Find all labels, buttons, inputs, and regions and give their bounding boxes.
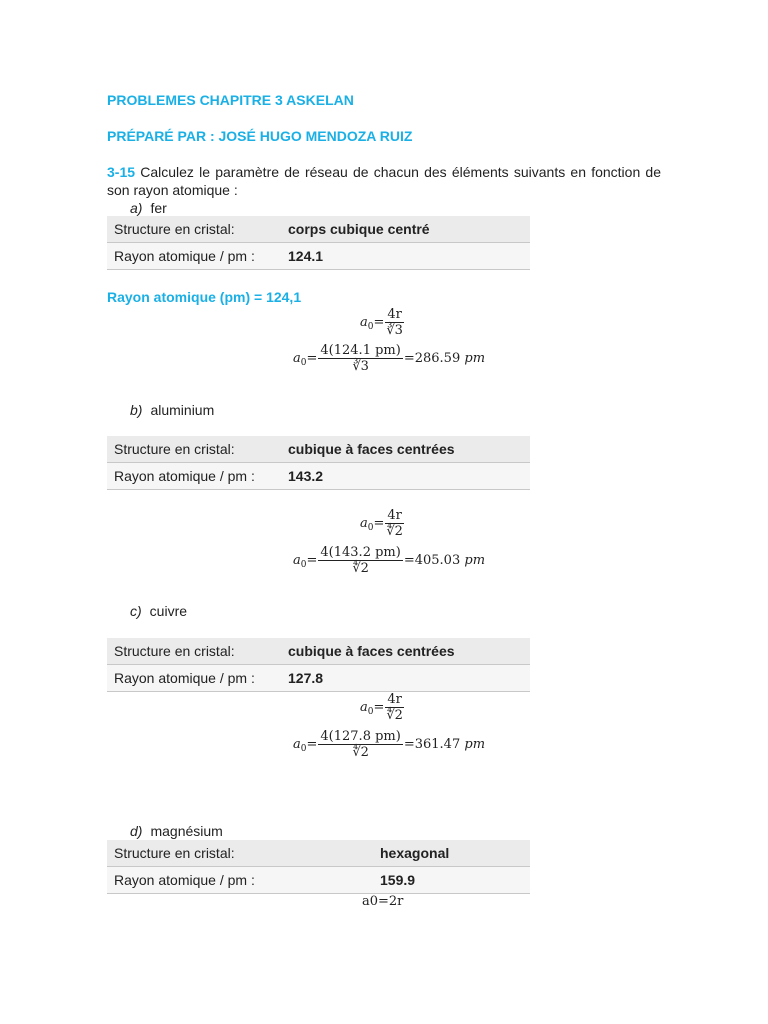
calc-denominator: 3 bbox=[360, 359, 369, 374]
radius-value: 124.1 bbox=[281, 243, 530, 270]
result-unit: pm bbox=[464, 737, 486, 752]
row-label: Rayon atomique / pm : bbox=[107, 867, 373, 894]
formula-calc-a: $a_0=$ $\frac{4(124.1 pm)}{∛3}$ =286.59 pm bbox=[293, 343, 486, 374]
formula-calc-b: $a_0=$ $\frac{4(143.2 pm)}{∜2}$ =405.03 pm bbox=[293, 545, 486, 576]
result-value: 286.59 bbox=[414, 351, 461, 366]
table-row bbox=[107, 216, 530, 243]
result-unit: pm bbox=[464, 553, 486, 568]
formula-denominator: 2 bbox=[394, 524, 403, 539]
formula-calc-c: $a_0=$ $\frac{4(127.8 pm)}{∜2}$ =361.47 pm bbox=[293, 729, 486, 760]
calc-denominator: 2 bbox=[360, 561, 369, 576]
formula-denominator: 3 bbox=[394, 323, 403, 338]
properties-table-b bbox=[107, 436, 530, 490]
table-row bbox=[107, 638, 530, 665]
item-name: aluminium bbox=[150, 402, 215, 418]
author-line: PRÉPARÉ PAR : JOSÉ HUGO MENDOZA RUIZ bbox=[107, 128, 413, 144]
structure-value: corps cubique centré bbox=[281, 216, 530, 243]
table-row bbox=[107, 665, 530, 692]
formula-denominator: 2 bbox=[394, 708, 403, 723]
problem-text: Calculez le paramètre de réseau de chacun des éléments suivants en fonction de son rayon atomique : bbox=[107, 164, 661, 198]
item-letter: a) bbox=[130, 200, 143, 216]
item-a bbox=[107, 200, 167, 216]
calc-denominator: 2 bbox=[360, 745, 369, 760]
calc-numerator: 4(124.1 pm) bbox=[320, 343, 401, 358]
item-name: fer bbox=[150, 200, 167, 216]
item-letter: b) bbox=[130, 402, 143, 418]
formula-numerator: 4r bbox=[387, 508, 402, 523]
row-label: Rayon atomique / pm : bbox=[107, 463, 281, 490]
table-row bbox=[107, 463, 530, 490]
formula-numerator: 4r bbox=[387, 307, 402, 322]
item-letter: d) bbox=[130, 823, 143, 839]
structure-value: hexagonal bbox=[373, 840, 530, 867]
calc-numerator: 4(127.8 pm) bbox=[320, 729, 401, 744]
item-d bbox=[107, 823, 223, 839]
item-c bbox=[107, 603, 187, 619]
formula-general-d: a0=2r bbox=[362, 894, 404, 909]
formula-general-b: $a_0=$ $\frac{4r}{∜2}$ bbox=[360, 508, 403, 539]
row-label: Structure en cristal: bbox=[107, 216, 281, 243]
row-label: Structure en cristal: bbox=[107, 436, 281, 463]
table-row bbox=[107, 840, 530, 867]
problem-number: 3-15 bbox=[107, 164, 136, 180]
calc-numerator: 4(143.2 pm) bbox=[320, 545, 401, 560]
row-label: Structure en cristal: bbox=[107, 840, 373, 867]
result-value: 361.47 bbox=[414, 737, 461, 752]
radius-note: Rayon atomique (pm) = 124,1 bbox=[107, 289, 302, 305]
row-label: Rayon atomique / pm : bbox=[107, 665, 281, 692]
structure-value: cubique à faces centrées bbox=[281, 638, 530, 665]
radius-value: 127.8 bbox=[281, 665, 530, 692]
formula-numerator: 4r bbox=[387, 692, 402, 707]
table-row bbox=[107, 436, 530, 463]
structure-value: cubique à faces centrées bbox=[281, 436, 530, 463]
table-row bbox=[107, 867, 530, 894]
problem-statement bbox=[107, 163, 661, 199]
formula-general-a: $a_0=$ $\frac{4r}{∛3}$ bbox=[360, 307, 403, 338]
item-name: cuivre bbox=[149, 603, 188, 619]
properties-table-d bbox=[107, 840, 530, 894]
document-title: PROBLEMES CHAPITRE 3 ASKELAN bbox=[107, 92, 354, 108]
row-label: Rayon atomique / pm : bbox=[107, 243, 281, 270]
item-letter: c) bbox=[130, 603, 142, 619]
properties-table-c bbox=[107, 638, 530, 692]
result-unit: pm bbox=[464, 351, 486, 366]
radius-value: 159.9 bbox=[373, 867, 530, 894]
result-value: 405.03 bbox=[414, 553, 461, 568]
item-name: magnésium bbox=[150, 823, 223, 839]
item-b bbox=[107, 402, 214, 418]
properties-table-a bbox=[107, 216, 530, 270]
radius-value: 143.2 bbox=[281, 463, 530, 490]
formula-general-c: $a_0=$ $\frac{4r}{∜2}$ bbox=[360, 692, 403, 723]
row-label: Structure en cristal: bbox=[107, 638, 281, 665]
table-row bbox=[107, 243, 530, 270]
